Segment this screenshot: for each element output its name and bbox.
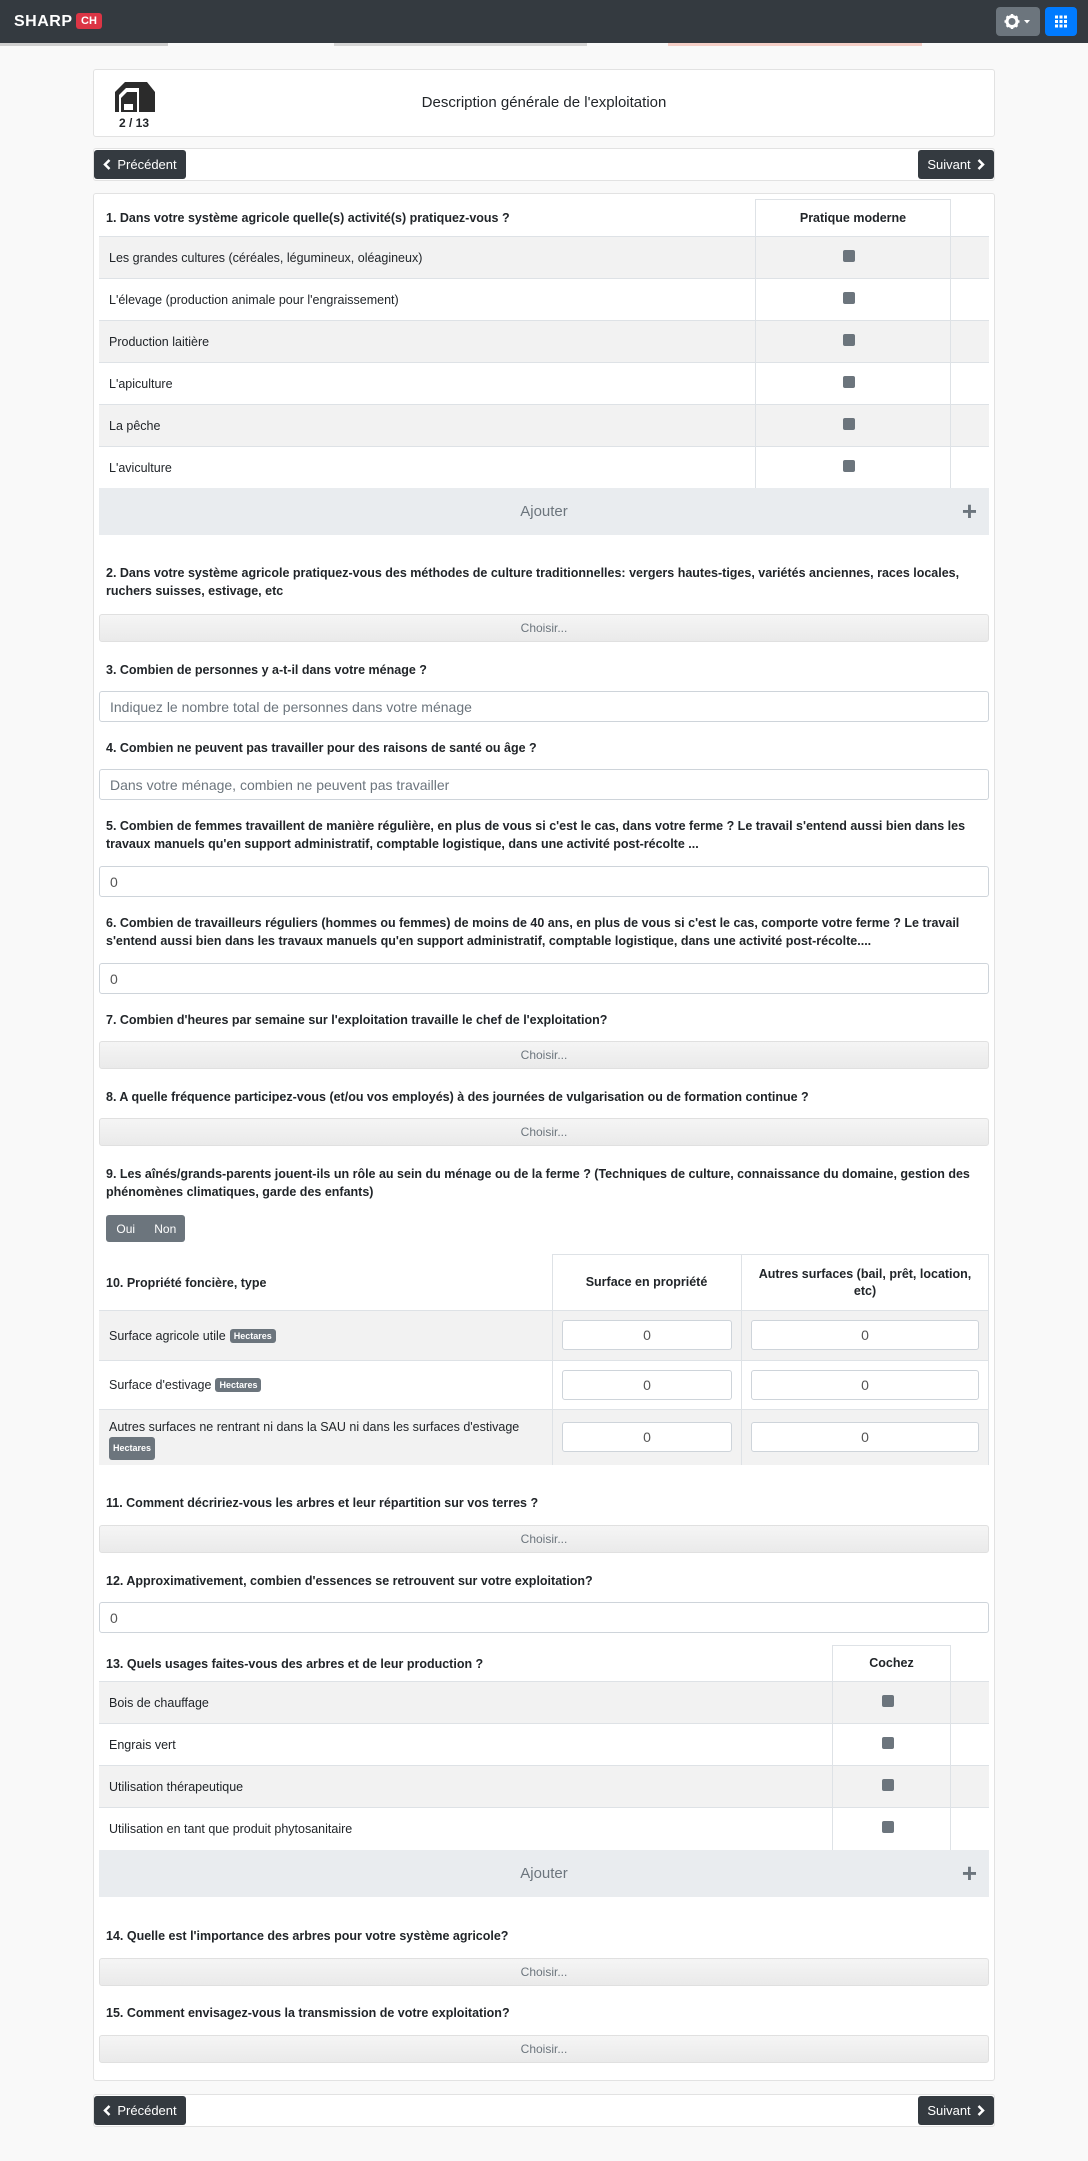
q3-household-input[interactable]: Indiquez le nombre total de personnes dans votre ménage bbox=[99, 691, 989, 722]
q11-title: 11. Comment décririez-vous les arbres et leur répartition sur vos terres ? bbox=[106, 1496, 539, 1510]
page-title: Description générale de l'exploitation bbox=[421, 94, 667, 111]
table-row bbox=[99, 1808, 989, 1850]
q1-checkbox[interactable] bbox=[843, 292, 855, 304]
next-label: Suivant bbox=[927, 157, 971, 172]
step-progress-segment bbox=[334, 43, 587, 46]
q1-row-label: Les grandes cultures (céréales, légumineux, oléagineux) bbox=[109, 251, 423, 265]
q9-yes-no-toggle bbox=[106, 1215, 185, 1242]
brand-logo[interactable]: SHARP bbox=[14, 13, 73, 30]
q10-owned-input[interactable]: 0 bbox=[562, 1370, 732, 1400]
previous-button-bottom[interactable] bbox=[94, 2096, 186, 2125]
q1-checkbox[interactable] bbox=[843, 250, 855, 262]
q7-title: 7. Combien d'heures par semaine sur l'exploitation travaille le chef de l'exploitation? bbox=[106, 1013, 608, 1027]
divider bbox=[99, 278, 989, 279]
q5-title: 5. Combien de femmes travaillent de manière régulière, en plus de vous si c'est le cas, dans votre ferme ? Le travail s'entend aussi bien dans les travaux manuels qu'en support administratif, comptable logistique, dans une activité post-récolte ... bbox=[106, 819, 966, 851]
top-navbar bbox=[0, 0, 1088, 43]
divider bbox=[950, 1645, 951, 1850]
previous-label: Précédent bbox=[117, 2103, 177, 2118]
q8-title: 8. A quelle fréquence participez-vous (et/ou vos employés) à des journées de vulgarisation ou de formation continue ? bbox=[106, 1090, 809, 1104]
next-button-bottom[interactable] bbox=[918, 2096, 994, 2125]
q1-checkbox[interactable] bbox=[843, 418, 855, 430]
q4-title: 4. Combien ne peuvent pas travailler pour des raisons de santé ou âge ? bbox=[106, 741, 537, 755]
q13-checkbox[interactable] bbox=[882, 1695, 894, 1707]
hectares-badge: Hectares bbox=[109, 1437, 155, 1460]
next-button[interactable] bbox=[918, 150, 994, 179]
divider bbox=[99, 320, 989, 321]
table-row bbox=[99, 1766, 989, 1808]
q1-row-label: La pêche bbox=[109, 419, 161, 433]
plus-icon: + bbox=[961, 1858, 977, 1888]
previous-label: Précédent bbox=[117, 157, 177, 172]
q1-title: 1. Dans votre système agricole quelle(s) activité(s) pratiquez-vous ? bbox=[106, 211, 510, 225]
q13-checkbox[interactable] bbox=[882, 1821, 894, 1833]
q13-checkbox[interactable] bbox=[882, 1737, 894, 1749]
divider bbox=[99, 362, 989, 363]
q2-title: 2. Dans votre système agricole pratiquez-vous des méthodes de culture traditionnelles: vergers hautes-tiges, variétés anciennes, races locales, ruchers suisses, estivage, etc bbox=[106, 566, 960, 598]
q10-other-input[interactable]: 0 bbox=[751, 1422, 979, 1452]
q13-add-label: Ajouter bbox=[520, 1865, 568, 1882]
q1-row-label: L'élevage (production animale pour l'engraissement) bbox=[109, 293, 399, 307]
q1-row-label: L'apiculture bbox=[109, 377, 173, 391]
table-row bbox=[99, 1724, 989, 1766]
q1-checkbox[interactable] bbox=[843, 460, 855, 472]
q14-title: 14. Quelle est l'importance des arbres pour votre système agricole? bbox=[106, 1929, 509, 1943]
divider bbox=[99, 1765, 989, 1766]
section-header-card bbox=[93, 69, 995, 137]
q13-row-label: Engrais vert bbox=[109, 1738, 176, 1752]
q8-select[interactable]: Choisir... bbox=[99, 1118, 989, 1146]
q11-select[interactable]: Choisir... bbox=[99, 1525, 989, 1553]
q10-row-label bbox=[109, 1418, 539, 1460]
q3-title: 3. Combien de personnes y a-t-il dans votre ménage ? bbox=[106, 663, 427, 677]
grid-icon bbox=[1045, 7, 1077, 36]
apps-menu-button[interactable] bbox=[1045, 7, 1077, 36]
divider bbox=[99, 1723, 989, 1724]
settings-dropdown-button[interactable] bbox=[996, 7, 1040, 36]
q1-row-label: Production laitière bbox=[109, 335, 210, 349]
divider bbox=[99, 446, 989, 447]
divider bbox=[741, 1254, 742, 1465]
q1-checkbox[interactable] bbox=[843, 376, 855, 388]
q7-select[interactable]: Choisir... bbox=[99, 1041, 989, 1069]
q13-column-header: Cochez bbox=[869, 1655, 914, 1670]
q10-other-input[interactable]: 0 bbox=[751, 1320, 979, 1350]
table-row bbox=[99, 405, 989, 447]
q1-add-button[interactable] bbox=[99, 488, 989, 535]
q9-no-button[interactable]: Non bbox=[154, 1221, 177, 1236]
step-counter: 2 / 13 bbox=[118, 116, 150, 130]
q12-species-input[interactable]: 0 bbox=[99, 1602, 989, 1633]
chevron-left-icon bbox=[103, 2105, 111, 2116]
q10-row-text: Surface agricole utile bbox=[109, 1328, 226, 1343]
top-nav-bar bbox=[93, 148, 995, 181]
q10-col1-header: Surface en propriété bbox=[585, 1275, 708, 1289]
previous-button[interactable] bbox=[94, 150, 186, 179]
q13-row-label: Utilisation en tant que produit phytosanitaire bbox=[109, 1822, 353, 1836]
divider bbox=[755, 199, 756, 488]
q13-row-label: Bois de chauffage bbox=[109, 1696, 209, 1710]
hectares-badge: Hectares bbox=[215, 1378, 261, 1392]
divider bbox=[950, 199, 951, 488]
q13-checkbox[interactable] bbox=[882, 1779, 894, 1791]
divider bbox=[99, 1409, 989, 1410]
plus-icon: + bbox=[961, 496, 977, 526]
chevron-left-icon bbox=[103, 159, 111, 170]
divider bbox=[832, 1645, 833, 1850]
gear-icon bbox=[996, 7, 1040, 36]
q10-row-text: Surface d'estivage bbox=[109, 1378, 212, 1392]
q10-title: 10. Propriété foncière, type bbox=[106, 1276, 267, 1290]
q10-row-label bbox=[109, 1311, 276, 1360]
q1-column-header: Pratique moderne bbox=[799, 210, 907, 225]
q13-add-button[interactable] bbox=[99, 1850, 989, 1897]
q13-title: 13. Quels usages faites-vous des arbres et de leur production ? bbox=[106, 1657, 484, 1671]
q6-title: 6. Combien de travailleurs réguliers (hommes ou femmes) de moins de 40 ans, en plus de vous si c'est le cas, comporte votre ferme ? Le travail s'entend aussi bien dans les travaux manuels qu'en support administratif, comptable logistique, dans une activité post-récolte.... bbox=[106, 916, 960, 948]
table-row bbox=[99, 363, 989, 405]
table-row bbox=[99, 321, 989, 363]
country-badge: CH bbox=[76, 13, 102, 29]
table-row bbox=[99, 237, 989, 279]
q1-row-label: L'aviculture bbox=[109, 461, 172, 475]
caret-down-icon bbox=[1024, 20, 1030, 24]
q2-select[interactable]: Choisir... bbox=[99, 614, 989, 642]
q4-unable-input[interactable]: Dans votre ménage, combien ne peuvent pas travailler bbox=[99, 769, 989, 800]
divider bbox=[988, 1254, 989, 1465]
q10-row-text: Autres surfaces ne rentrant ni dans la SAU ni dans les surfaces d'estivage bbox=[109, 1420, 520, 1434]
table-row bbox=[99, 279, 989, 321]
divider bbox=[99, 404, 989, 405]
chevron-right-icon bbox=[977, 2105, 985, 2116]
step-progress-segment bbox=[668, 43, 922, 46]
q6-workers-input[interactable]: 0 bbox=[99, 963, 989, 994]
q14-select[interactable]: Choisir... bbox=[99, 1958, 989, 1986]
divider bbox=[552, 1254, 553, 1465]
q15-title: 15. Comment envisagez-vous la transmission de votre exploitation? bbox=[106, 2006, 510, 2020]
divider bbox=[99, 1360, 989, 1361]
q5-women-input[interactable]: 0 bbox=[99, 866, 989, 897]
q1-add-label: Ajouter bbox=[520, 503, 568, 520]
next-label: Suivant bbox=[927, 2103, 971, 2118]
q12-title: 12. Approximativement, combien d'essences se retrouvent sur votre exploitation? bbox=[106, 1574, 593, 1588]
hectares-badge: Hectares bbox=[230, 1329, 276, 1343]
bottom-nav-bar bbox=[93, 2094, 995, 2127]
q9-title: 9. Les aînés/grands-parents jouent-ils un rôle au sein du ménage ou de la ferme ? (Techniques de culture, connaissance du domaine, gestion des phénomènes climatiques, garde des enfants) bbox=[106, 1167, 970, 1199]
divider bbox=[99, 1807, 989, 1808]
step-progress-done bbox=[0, 43, 168, 46]
q1-checkbox[interactable] bbox=[843, 334, 855, 346]
q10-owned-input[interactable]: 0 bbox=[562, 1320, 732, 1350]
q10-owned-input[interactable]: 0 bbox=[562, 1422, 732, 1452]
q10-row-label bbox=[109, 1361, 261, 1409]
table-row bbox=[99, 1682, 989, 1724]
chevron-right-icon bbox=[977, 159, 985, 170]
q15-select[interactable]: Choisir... bbox=[99, 2035, 989, 2063]
q9-yes-button[interactable]: Oui bbox=[116, 1221, 136, 1236]
q10-col2-header: Autres surfaces (bail, prêt, location, etc) bbox=[758, 1266, 972, 1298]
table-row bbox=[99, 447, 989, 489]
q10-other-input[interactable]: 0 bbox=[751, 1370, 979, 1400]
q13-row-label: Utilisation thérapeutique bbox=[109, 1780, 244, 1794]
